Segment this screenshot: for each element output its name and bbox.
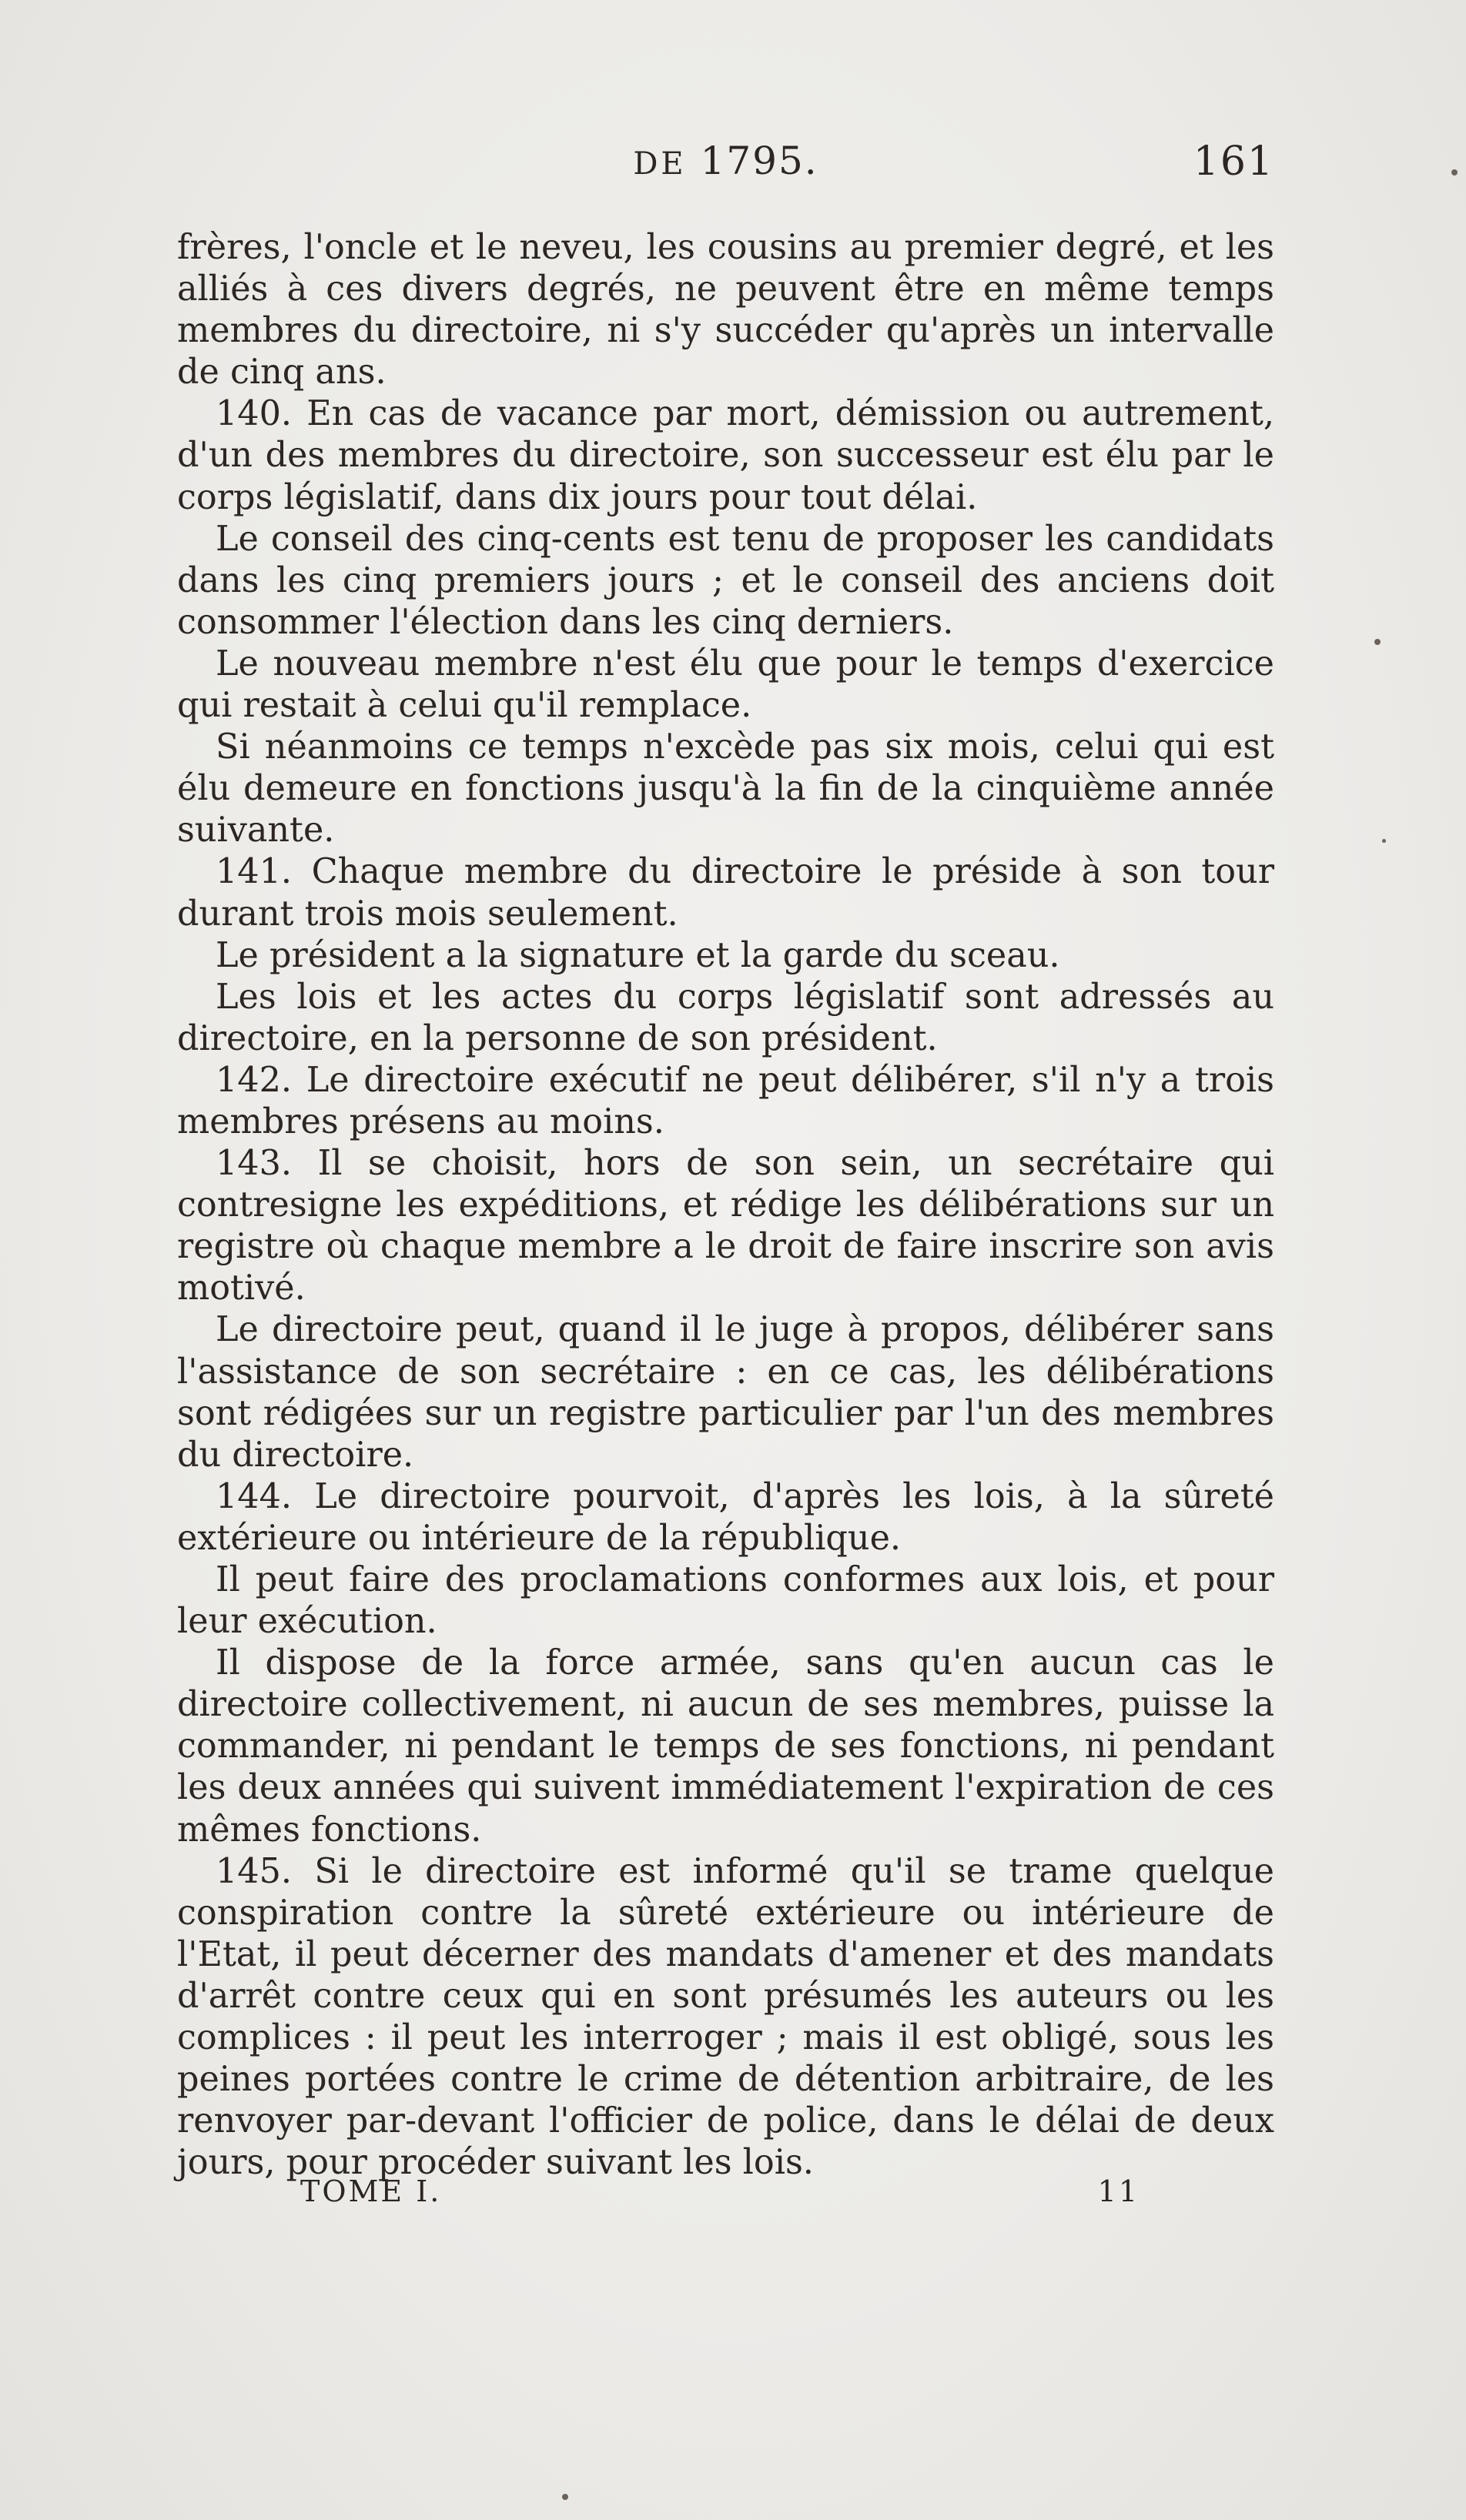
paragraph: 143. Il se choisit, hors de son sein, un secrétaire qui contresigne les expéditions, et rédige les délibérations sur un registre où chaque membre a le droit de faire inscrire son avis motivé. (177, 1144, 1274, 1308)
paragraph: 145. Si le directoire est informé qu'il se trame quelque conspiration contre la sûreté extérieure ou intérieure de l'Etat, il peut décerner des mandats d'amener et des mandats d'arrêt contre ceux qui en sont présumés les auteurs ou les complices : il peut les interroger ; mais il est obligé, sous les peines portées contre le crime de détention arbitraire, de les renvoyer par-devant l'officier de police, dans le délai de deux jours, pour procéder suivant les lois. (177, 1851, 1274, 2183)
page-number: 161 (1193, 139, 1274, 185)
paper-speck (562, 2494, 568, 2500)
paragraph: 144. Le directoire pourvoit, d'après les lois, à la sûreté extérieure ou intérieure de la république. (177, 1476, 1274, 1558)
paragraph: Le conseil des cinq-cents est tenu de proposer les candidats dans les cinq premiers jours ; et le conseil des anciens doit consommer l'élection dans les cinq derniers. (177, 519, 1274, 642)
paper-speck (1451, 169, 1458, 175)
page-footer (300, 2174, 1140, 2221)
paragraph: 142. Le directoire exécutif ne peut délibérer, s'il n'y a trois membres présens au moins. (177, 1060, 1274, 1141)
paragraph: Le président a la signature et la garde du sceau. (216, 935, 1060, 975)
signature-mark: TOME I. (300, 2174, 442, 2208)
paper-speck (1382, 839, 1386, 843)
paragraph: 140. En cas de vacance par mort, démission ou autrement, d'un des membres du directoire, son successeur est élu par le corps législatif, dans dix jours pour tout délai. (177, 394, 1274, 517)
running-title-year: 1795. (700, 139, 818, 183)
paragraph: Le directoire peut, quand il le juge à propos, délibérer sans l'assistance de son secrétaire : en ce cas, les délibérations sont rédigées sur un registre particulier par l'un des membres du directoire. (177, 1310, 1274, 1475)
paragraph: Si néanmoins ce temps n'excède pas six mois, celui qui est élu demeure en fonctions jusqu'à la fin de la cinquième année suivante. (177, 727, 1274, 851)
paragraph: Le nouveau membre n'est élu que pour le temps d'exercice qui restait à celui qu'il remplace. (177, 643, 1274, 726)
paragraph: Il peut faire des proclamations conformes aux lois, et pour leur exécution. (177, 1560, 1274, 1642)
body-text (177, 227, 1274, 2184)
paragraph: Les lois et les actes du corps législatif sont adressés au directoire, en la personne de son président. (177, 977, 1274, 1058)
quire-mark: 11 (1097, 2174, 1140, 2208)
running-head (177, 139, 1274, 208)
paragraph: frères, l'oncle et le neveu, les cousins au premier degré, et les alliés à ces divers degrés, ne peuvent être en même temps membres du directoire, ni s'y succéder qu'après un intervalle de cinq ans. (177, 228, 1274, 393)
running-title-prefix: DE (633, 146, 687, 182)
paragraph: 141. Chaque membre du directoire le préside à son tour durant trois mois seulement. (177, 852, 1274, 934)
paragraph: Il dispose de la force armée, sans qu'en aucun cas le directoire collectivement, ni aucun de ses membres, puisse la commander, ni pendant le temps de ses fonctions, ni pendant les deux années qui suivent immédiatement l'expiration de ces mêmes fonctions. (177, 1643, 1274, 1850)
running-title (177, 139, 1274, 183)
paper-speck (1374, 639, 1381, 645)
